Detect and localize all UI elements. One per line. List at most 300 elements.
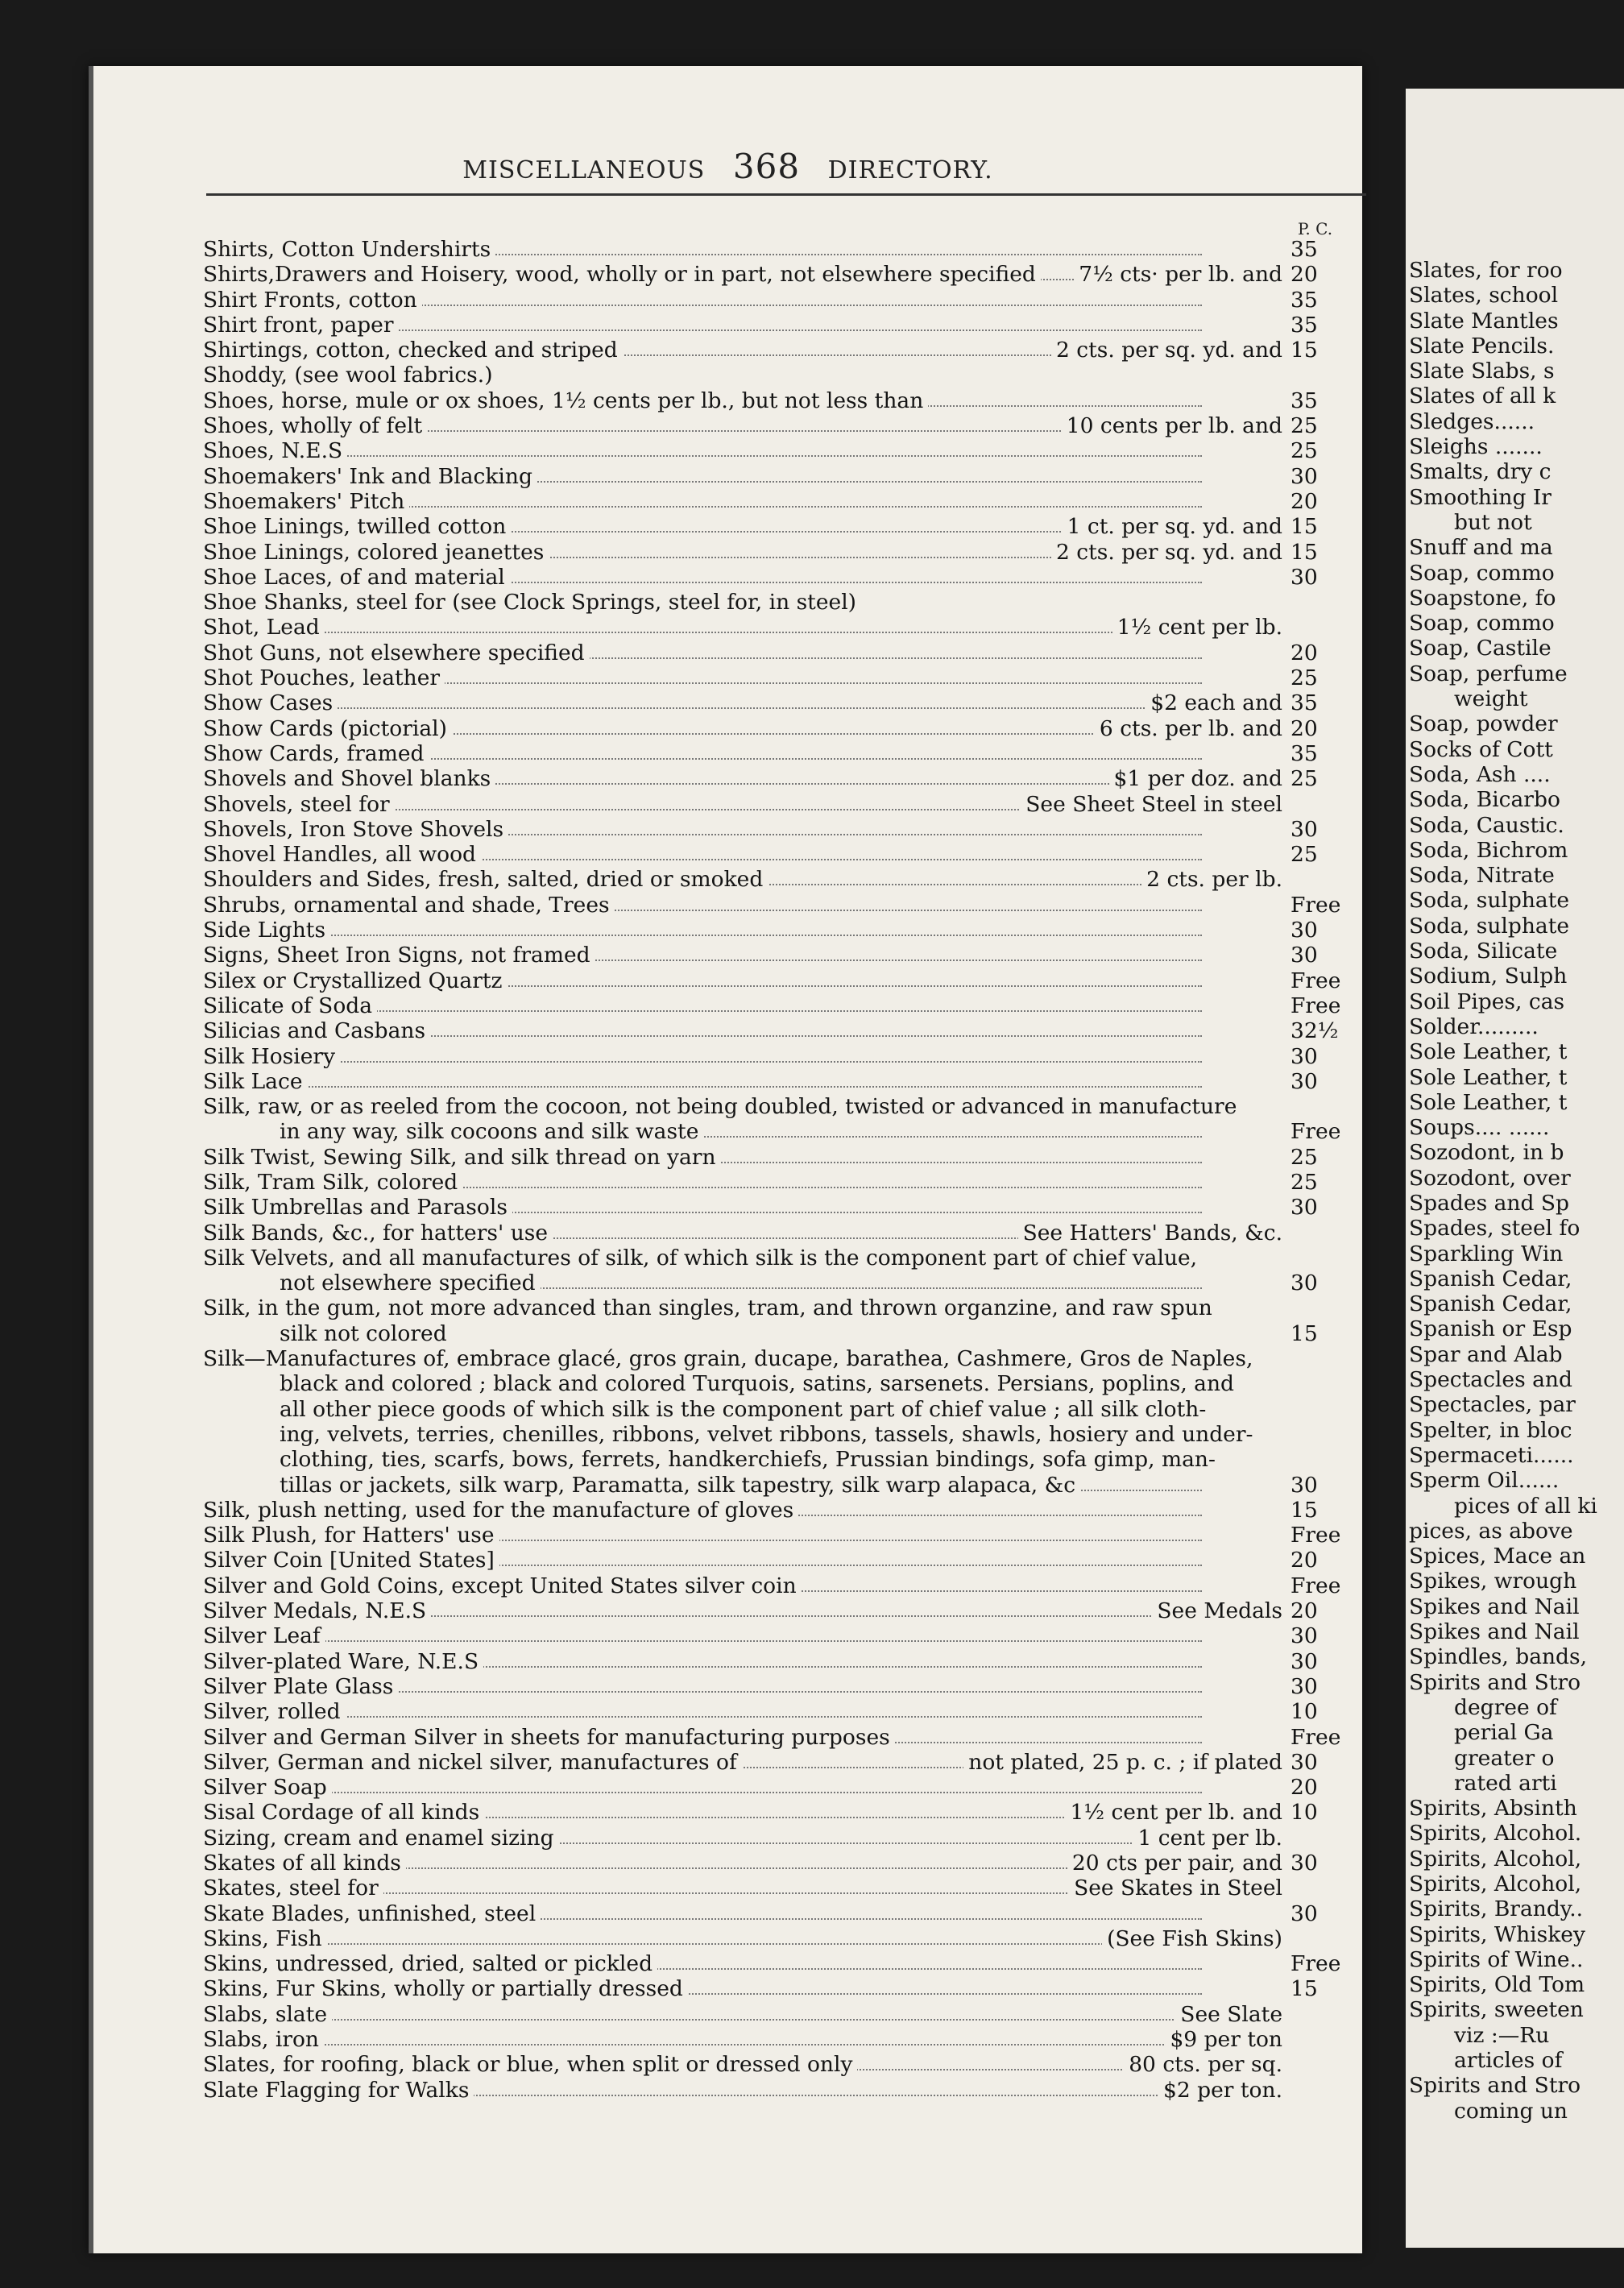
tariff-entry	[203, 1447, 1363, 1472]
entry-percent: 15	[1290, 338, 1318, 363]
entry-text: Shoes, wholly of felt	[203, 413, 427, 438]
entry-text: Shoe Linings, colored jeanettes	[203, 540, 549, 565]
entry-percent: 30	[1290, 1749, 1318, 1775]
entry-text: Shovels and Shovel blanks	[203, 766, 495, 791]
facing-page-line: Spirits, Absinth	[1409, 1796, 1577, 1822]
entry-rate: $1 per doz. and	[1109, 766, 1282, 791]
entry-text: Silver Coin [United States]	[203, 1548, 499, 1573]
facing-page-line: Sleighs .......	[1409, 434, 1543, 460]
entry-percent: Free	[1290, 1573, 1341, 1598]
entry-text: Skins, undressed, dried, salted or pickled	[203, 1951, 657, 1976]
entry-percent: 25	[1290, 842, 1318, 868]
tariff-entry	[203, 817, 1363, 842]
entry-text: Silk Plush, for Hatters' use	[203, 1523, 499, 1548]
tariff-entry	[203, 1699, 1363, 1724]
entry-percent: Free	[1290, 993, 1341, 1018]
facing-page-line: Sole Leather, t	[1409, 1039, 1568, 1065]
entry-percent: 20	[1290, 640, 1318, 665]
facing-page-line: Spirits, sweeten	[1409, 1997, 1584, 2023]
leader-dots	[203, 1086, 1202, 1088]
tariff-entry	[203, 338, 1363, 363]
tariff-entry	[203, 1270, 1363, 1295]
entry-text: in any way, silk cocoons and silk waste	[280, 1119, 703, 1144]
tariff-entry	[203, 893, 1363, 918]
facing-page-line: Spectacles, par	[1409, 1392, 1576, 1418]
tariff-entry	[203, 489, 1363, 514]
tariff-entry	[203, 993, 1363, 1018]
entry-text: Shot, Lead	[203, 615, 325, 640]
leader-dots	[203, 2019, 1202, 2021]
tariff-entry	[203, 1573, 1363, 1598]
facing-page-line: Soda, Nitrate	[1409, 863, 1555, 889]
tariff-entry	[203, 1346, 1363, 1371]
entry-rate: 2 cts. per lb.	[1141, 867, 1282, 892]
entry-percent: 25	[1290, 766, 1318, 792]
entry-text: Shirtings, cotton, checked and striped	[203, 338, 623, 363]
entry-text: Shoemakers' Pitch	[203, 489, 409, 514]
entry-percent: 35	[1290, 388, 1318, 413]
entry-percent: Free	[1290, 1951, 1341, 1977]
page-number: 368	[732, 147, 801, 186]
entry-text: Skins, Fish	[203, 1926, 327, 1951]
facing-page-line: Slate Mantles	[1409, 308, 1559, 334]
tariff-entry	[203, 464, 1363, 489]
tariff-entry	[203, 1623, 1363, 1648]
tariff-entry	[203, 1901, 1363, 1926]
tariff-entry	[203, 590, 1363, 615]
entry-rate: See Slate	[1175, 2002, 1282, 2027]
facing-page-line: Spirits and Stro	[1409, 1669, 1581, 1695]
entry-percent: 30	[1290, 1472, 1318, 1498]
tariff-entry	[203, 237, 1363, 262]
entry-percent: 20	[1290, 488, 1318, 514]
entry-text: Silk, plush netting, used for the manufacture of gloves	[203, 1498, 798, 1523]
entry-percent: 30	[1290, 1851, 1318, 1876]
entry-percent: 15	[1290, 1497, 1318, 1523]
entry-text: Shoes, horse, mule or ox shoes, 1½ cents per lb., but not less than	[203, 388, 928, 413]
entry-percent: 30	[1290, 943, 1318, 968]
tariff-entry	[203, 1548, 1363, 1573]
tariff-entry	[203, 1674, 1363, 1699]
facing-page-line: Spades and Sp	[1409, 1190, 1569, 1216]
leader-dots	[203, 2044, 1202, 2046]
facing-page-line: Soap, commo	[1409, 560, 1555, 586]
entry-percent: 30	[1290, 816, 1318, 842]
tariff-entry	[203, 438, 1363, 463]
facing-page-line: Soap, commo	[1409, 611, 1555, 636]
facing-page-line: Spirits, Alcohol,	[1409, 1871, 1582, 1896]
entry-percent: 10	[1290, 1699, 1318, 1725]
tariff-entry	[203, 1523, 1363, 1548]
facing-page-line: greater o	[1454, 1745, 1555, 1771]
entry-text: Silk, raw, or as reeled from the cocoon, not being doubled, twisted or advanced in manufacture	[203, 1094, 1241, 1119]
tariff-entry	[203, 1371, 1363, 1396]
entry-text: Shot Guns, not elsewhere specified	[203, 640, 590, 665]
entry-text: Silver, German and nickel silver, manufactures of	[203, 1750, 742, 1775]
tariff-entry	[203, 1221, 1363, 1246]
entry-text: Shirts,Drawers and Hoisery, wood, wholly or in part, not elsewhere specified	[203, 262, 1041, 287]
entry-text: Silk, in the gum, not more advanced than singles, tram, and thrown organzine, and raw spun	[203, 1295, 1217, 1320]
entry-rate: 2 cts. per sq. yd. and	[1051, 540, 1282, 565]
facing-page-line: Soda, Bichrom	[1409, 837, 1568, 863]
entry-text: Shoulders and Sides, fresh, salted, dried or smoked	[203, 867, 768, 892]
entry-rate: not plated, 25 p. c. ; if plated	[963, 1750, 1282, 1775]
facing-page-line: Slate Pencils.	[1409, 333, 1555, 359]
facing-page-line: Sole Leather, t	[1409, 1089, 1568, 1115]
entry-percent: Free	[1290, 1724, 1341, 1750]
facing-page-line: Soap, Castile	[1409, 636, 1552, 661]
tariff-entry	[203, 2052, 1363, 2077]
entry-text: ing, velvets, terries, chenilles, ribbons, velvet ribbons, tassels, shawls, hosiery and under-	[280, 1422, 1257, 1447]
entry-text: Shrubs, ornamental and shade, Trees	[203, 893, 615, 918]
entry-text: Shirt front, paper	[203, 313, 399, 338]
facing-page-line: but not	[1454, 509, 1532, 535]
facing-page-line: Soda, Bicarbo	[1409, 787, 1560, 813]
tariff-entry	[203, 943, 1363, 968]
facing-page-line: Sozodont, over	[1409, 1165, 1571, 1191]
entry-text: Skates, steel for	[203, 1876, 383, 1900]
tariff-entry	[203, 1119, 1363, 1144]
facing-page-line: weight	[1454, 686, 1528, 712]
leader-dots	[203, 1792, 1202, 1793]
entry-text: Silk Bands, &c., for hatters' use	[203, 1221, 553, 1246]
entry-rate: 1 cent per lb.	[1133, 1826, 1282, 1851]
entry-percent: 30	[1290, 1195, 1318, 1221]
entry-percent: 20	[1290, 1598, 1318, 1624]
entry-text: Silver Medals, N.E.S	[203, 1598, 431, 1623]
leader-dots	[203, 1061, 1202, 1063]
tariff-entry	[203, 540, 1363, 565]
facing-page-line: Sole Leather, t	[1409, 1064, 1568, 1090]
facing-page-line: Spectacles and	[1409, 1367, 1572, 1393]
facing-page-line: pices of all ki	[1454, 1493, 1597, 1519]
facing-page	[1406, 89, 1624, 2248]
facing-page-line: Smalts, dry c	[1409, 459, 1552, 485]
tariff-entry	[203, 716, 1363, 741]
tariff-entry	[203, 1826, 1363, 1851]
entry-percent: 15	[1290, 1976, 1318, 2002]
entry-percent: 30	[1290, 1623, 1318, 1649]
leader-dots	[203, 707, 1202, 709]
facing-page-line: Slates, school	[1409, 283, 1559, 309]
tariff-entry	[203, 615, 1363, 640]
facing-page-line: Spikes and Nail	[1409, 1619, 1580, 1645]
facing-page-line: Snuff and ma	[1409, 535, 1553, 561]
facing-page-line: Sodium, Sulph	[1409, 964, 1568, 989]
entry-text: Silver and Gold Coins, except United States silver coin	[203, 1573, 802, 1598]
running-header	[93, 147, 1362, 186]
entry-percent: 25	[1290, 413, 1318, 439]
entry-percent: 30	[1290, 1900, 1318, 1926]
entry-text: Shirts, Cotton Undershirts	[203, 237, 495, 262]
facing-page-line: Slates of all k	[1409, 383, 1556, 409]
entry-text: Skins, Fur Skins, wholly or partially dressed	[203, 1976, 688, 2001]
entry-text: Sizing, cream and enamel sizing	[203, 1826, 559, 1851]
facing-page-line: Socks of Cott	[1409, 736, 1553, 762]
entry-percent: 20	[1290, 262, 1318, 288]
tariff-entry	[203, 2078, 1363, 2103]
entry-text: Shovels, Iron Stove Shovels	[203, 817, 508, 842]
entry-percent: 30	[1290, 1648, 1318, 1674]
entry-text: Shoddy, (see wool fabrics.)	[203, 363, 498, 388]
tariff-entry	[203, 1649, 1363, 1674]
header-right: DIRECTORY.	[827, 156, 993, 184]
entry-percent: 32½	[1290, 1018, 1339, 1044]
entry-text: Shirt Fronts, cotton	[203, 288, 422, 313]
entry-rate: $9 per ton	[1165, 2027, 1282, 2052]
entry-text: Silver Leaf	[203, 1623, 325, 1648]
entry-rate: 20 cts per pair, and	[1067, 1851, 1282, 1876]
facing-page-line: Spar and Alab	[1409, 1341, 1563, 1367]
tariff-entry	[203, 1094, 1363, 1119]
tariff-entry	[203, 1750, 1363, 1775]
facing-page-line: Soap, powder	[1409, 711, 1558, 737]
entry-rate: 2 cts. per sq. yd. and	[1051, 338, 1282, 363]
facing-page-line: pices, as above	[1409, 1518, 1573, 1544]
tariff-entry	[203, 1195, 1363, 1220]
entry-percent: 30	[1290, 1068, 1318, 1094]
facing-page-line: Soapstone, fo	[1409, 585, 1556, 611]
entry-percent: 10	[1290, 1800, 1318, 1826]
entry-text: Silk Velvets, and all manufactures of silk, of which silk is the component part of chief value,	[203, 1246, 1202, 1270]
tariff-entry	[203, 1498, 1363, 1523]
facing-page-line: Soda, sulphate	[1409, 888, 1570, 914]
entry-text: Silk Hosiery	[203, 1044, 340, 1069]
entry-text: Silver Plate Glass	[203, 1674, 398, 1699]
tariff-entry	[203, 1246, 1363, 1270]
tariff-entry	[203, 1145, 1363, 1170]
entry-text: tillas or jackets, silk warp, Paramatta, silk tapestry, silk warp alapaca, &c	[280, 1473, 1080, 1498]
entry-text: Silver and German Silver in sheets for manufacturing purposes	[203, 1725, 895, 1750]
header-left: MISCELLANEOUS	[462, 156, 706, 184]
entry-percent: 30	[1290, 1270, 1318, 1296]
entry-text: Silver Soap	[203, 1775, 332, 1800]
entry-rate: See Sheet Steel in steel	[1021, 792, 1282, 817]
entry-text: Shoe Laces, of and material	[203, 565, 510, 590]
entry-percent: Free	[1290, 1523, 1341, 1548]
entry-rate: See Medals	[1152, 1598, 1282, 1623]
facing-page-line: Spermaceti......	[1409, 1442, 1574, 1468]
entry-percent: Free	[1290, 968, 1341, 993]
facing-page-line: Spanish Cedar,	[1409, 1266, 1572, 1291]
entry-rate: 7½ cts· per lb. and	[1074, 262, 1282, 287]
entry-percent: 30	[1290, 1673, 1318, 1699]
entry-rate: $2 each and	[1146, 690, 1282, 715]
leader-dots	[203, 455, 1202, 457]
tariff-entry	[203, 918, 1363, 943]
entry-rate: (See Fish Skins)	[1102, 1926, 1282, 1951]
entry-text: Shovels, steel for	[203, 792, 395, 817]
entry-rate: $2 per ton.	[1158, 2078, 1282, 2103]
tariff-entry	[203, 1800, 1363, 1825]
facing-page-line: viz :—Ru	[1454, 2022, 1550, 2048]
entry-rate: 80 cts. per sq.	[1124, 2052, 1282, 2077]
tariff-entry	[203, 640, 1363, 665]
tariff-entry	[203, 1170, 1363, 1195]
leader-dots	[203, 1640, 1202, 1642]
tariff-entry	[203, 1725, 1363, 1750]
facing-page-line: Spikes and Nail	[1409, 1594, 1580, 1619]
entry-percent: 20	[1290, 1775, 1318, 1801]
entry-text: Sisal Cordage of all kinds	[203, 1800, 484, 1825]
entry-text: Shoes, N.E.S	[203, 438, 347, 463]
facing-page-line: Soups.... ......	[1409, 1115, 1550, 1141]
entry-text: Shoemakers' Ink and Blacking	[203, 464, 537, 489]
facing-page-line: Slate Slabs, s	[1409, 359, 1555, 384]
facing-page-line: Spices, Mace an	[1409, 1544, 1586, 1569]
entry-percent: 35	[1290, 237, 1318, 262]
entry-text: Side Lights	[203, 918, 330, 943]
tariff-entry	[203, 968, 1363, 993]
entry-percent: 20	[1290, 1548, 1318, 1573]
tariff-entry	[203, 288, 1363, 313]
entry-text: Silex or Crystallized Quartz	[203, 968, 508, 993]
facing-page-line: Spirits, Alcohol.	[1409, 1821, 1582, 1847]
facing-page-line: Spirits, Alcohol,	[1409, 1846, 1582, 1871]
tariff-entry	[203, 665, 1363, 690]
entry-rate: See Hatters' Bands, &c.	[1018, 1221, 1282, 1246]
entry-text: Shoe Shanks, steel for (see Clock Springs, steel for, in steel)	[203, 590, 861, 615]
facing-page-line: Solder.........	[1409, 1013, 1539, 1039]
tariff-entry	[203, 867, 1363, 892]
tariff-entry	[203, 388, 1363, 413]
facing-page-line: Soda, Silicate	[1409, 939, 1558, 964]
entry-text: Show Cards, framed	[203, 741, 429, 766]
tariff-entry	[203, 1876, 1363, 1900]
entry-percent: 30	[1290, 564, 1318, 590]
facing-page-line: Sozodont, in b	[1409, 1140, 1564, 1166]
entry-text: Silk—Manufactures of, embrace glacé, gros grain, ducape, barathea, Cashmere, Gros de Naples,	[203, 1346, 1257, 1371]
entry-text: all other piece goods of which silk is the component part of chief value ; all silk cloth-	[280, 1397, 1211, 1422]
entry-percent: Free	[1290, 1119, 1341, 1145]
entry-text: Show Cases	[203, 690, 338, 715]
facing-page-line: Spirits, Whiskey	[1409, 1921, 1585, 1947]
tariff-entry	[203, 1775, 1363, 1800]
tariff-entry	[203, 313, 1363, 338]
tariff-entry	[203, 690, 1363, 715]
tariff-entry	[203, 1422, 1363, 1447]
facing-page-line: articles of	[1454, 2048, 1563, 2074]
tariff-entry	[203, 1976, 1363, 2001]
facing-page-line: Spanish Cedar,	[1409, 1291, 1572, 1317]
entry-percent: 15	[1290, 539, 1318, 565]
leader-dots	[203, 1716, 1202, 1718]
entry-text: Slates, for roofing, black or blue, when split or dressed only	[203, 2052, 857, 2077]
entry-rate: 1 ct. per sq. yd. and	[1063, 514, 1282, 539]
entry-percent: 35	[1290, 740, 1318, 766]
entry-rate: 1½ cent per lb. and	[1066, 1800, 1283, 1825]
facing-page-line: coming un	[1454, 2098, 1568, 2124]
entry-percent: 15	[1290, 514, 1318, 540]
entry-text: Silk Lace	[203, 1069, 308, 1094]
facing-page-line: Soil Pipes, cas	[1409, 989, 1565, 1014]
facing-page-line: Spanish or Esp	[1409, 1316, 1572, 1342]
entry-text: silk not colored	[280, 1321, 452, 1346]
facing-page-line: Spirits of Wine..	[1409, 1946, 1584, 1972]
leader-dots	[203, 632, 1202, 633]
tariff-entry	[203, 1018, 1363, 1043]
tariff-entry	[203, 792, 1363, 817]
entry-text: Show Cards (pictorial)	[203, 716, 452, 741]
facing-page-line: rated arti	[1454, 1770, 1557, 1796]
column-header-percent: P. C.	[1298, 219, 1333, 238]
tariff-entry	[203, 1321, 1363, 1346]
facing-page-line: Sledges......	[1409, 408, 1535, 434]
facing-page-line: Spikes, wrough	[1409, 1569, 1577, 1594]
entry-percent: 35	[1290, 312, 1318, 338]
entry-text: Silver, rolled	[203, 1699, 346, 1724]
tariff-entry	[203, 766, 1363, 791]
facing-page-line: Soda, Caustic.	[1409, 812, 1564, 838]
entry-text: Silk Umbrellas and Parasols	[203, 1195, 512, 1220]
tariff-entry	[203, 262, 1363, 287]
entry-percent: 30	[1290, 1043, 1318, 1069]
entry-text: Slate Flagging for Walks	[203, 2078, 474, 2103]
facing-page-line: perial Ga	[1454, 1720, 1554, 1746]
entry-text: Shot Pouches, leather	[203, 665, 445, 690]
entry-text: Silk, Tram Silk, colored	[203, 1170, 462, 1195]
tariff-entry	[203, 842, 1363, 867]
entry-percent: 35	[1290, 690, 1318, 716]
entry-text: Slabs, slate	[203, 2002, 332, 2027]
tariff-entry	[203, 363, 1363, 388]
facing-page-line: Sparkling Win	[1409, 1241, 1564, 1266]
entry-percent: 30	[1290, 918, 1318, 943]
entry-percent: 30	[1290, 463, 1318, 489]
entry-percent: 35	[1290, 287, 1318, 313]
facing-page-line: degree of	[1454, 1694, 1557, 1720]
entry-text: Shoe Linings, twilled cotton	[203, 514, 511, 539]
tariff-entry	[203, 741, 1363, 766]
facing-page-line: Spades, steel fo	[1409, 1216, 1580, 1241]
entry-percent: 25	[1290, 665, 1318, 691]
entry-rate: 10 cents per lb. and	[1062, 413, 1282, 438]
tariff-entry	[203, 1851, 1363, 1876]
tariff-entry	[203, 1598, 1363, 1623]
entry-text: Slabs, iron	[203, 2027, 324, 2052]
tariff-entry	[203, 1926, 1363, 1951]
entry-text: Signs, Sheet Iron Signs, not framed	[203, 943, 595, 968]
entry-text: Silver-plated Ware, N.E.S	[203, 1649, 483, 1674]
facing-page-line: Spirits and Stro	[1409, 2073, 1581, 2099]
entry-percent: 20	[1290, 715, 1318, 741]
tariff-entry	[203, 565, 1363, 590]
tariff-entry	[203, 1473, 1363, 1498]
facing-page-line: Smoothing Ir	[1409, 484, 1552, 510]
entry-text: Shovel Handles, all wood	[203, 842, 481, 867]
facing-page-line: Soda, Ash ....	[1409, 761, 1551, 787]
facing-page-line: Spindles, bands,	[1409, 1644, 1588, 1670]
tariff-entry	[203, 1397, 1363, 1422]
tariff-entry	[203, 1044, 1363, 1069]
entry-percent: 15	[1290, 1320, 1318, 1346]
entry-rate: 6 cts. per lb. and	[1095, 716, 1282, 741]
entry-text: clothing, ties, scarfs, bows, ferrets, handkerchiefs, Prussian bindings, sofa gimp, man-	[280, 1447, 1220, 1472]
tariff-entry	[203, 413, 1363, 438]
tariff-entry	[203, 1951, 1363, 1976]
entry-text: Skates of all kinds	[203, 1851, 406, 1876]
entry-text: Silicias and Casbans	[203, 1018, 430, 1043]
header-rule	[206, 193, 1366, 196]
tariff-entry-list	[203, 237, 1363, 2103]
facing-page-line: Soda, sulphate	[1409, 913, 1570, 939]
tariff-entry	[203, 1069, 1363, 1094]
tariff-entry	[203, 2027, 1363, 2052]
entry-percent: Free	[1290, 892, 1341, 918]
book-page	[89, 66, 1362, 2253]
leader-dots	[203, 935, 1202, 936]
entry-text: Silicate of Soda	[203, 993, 377, 1018]
